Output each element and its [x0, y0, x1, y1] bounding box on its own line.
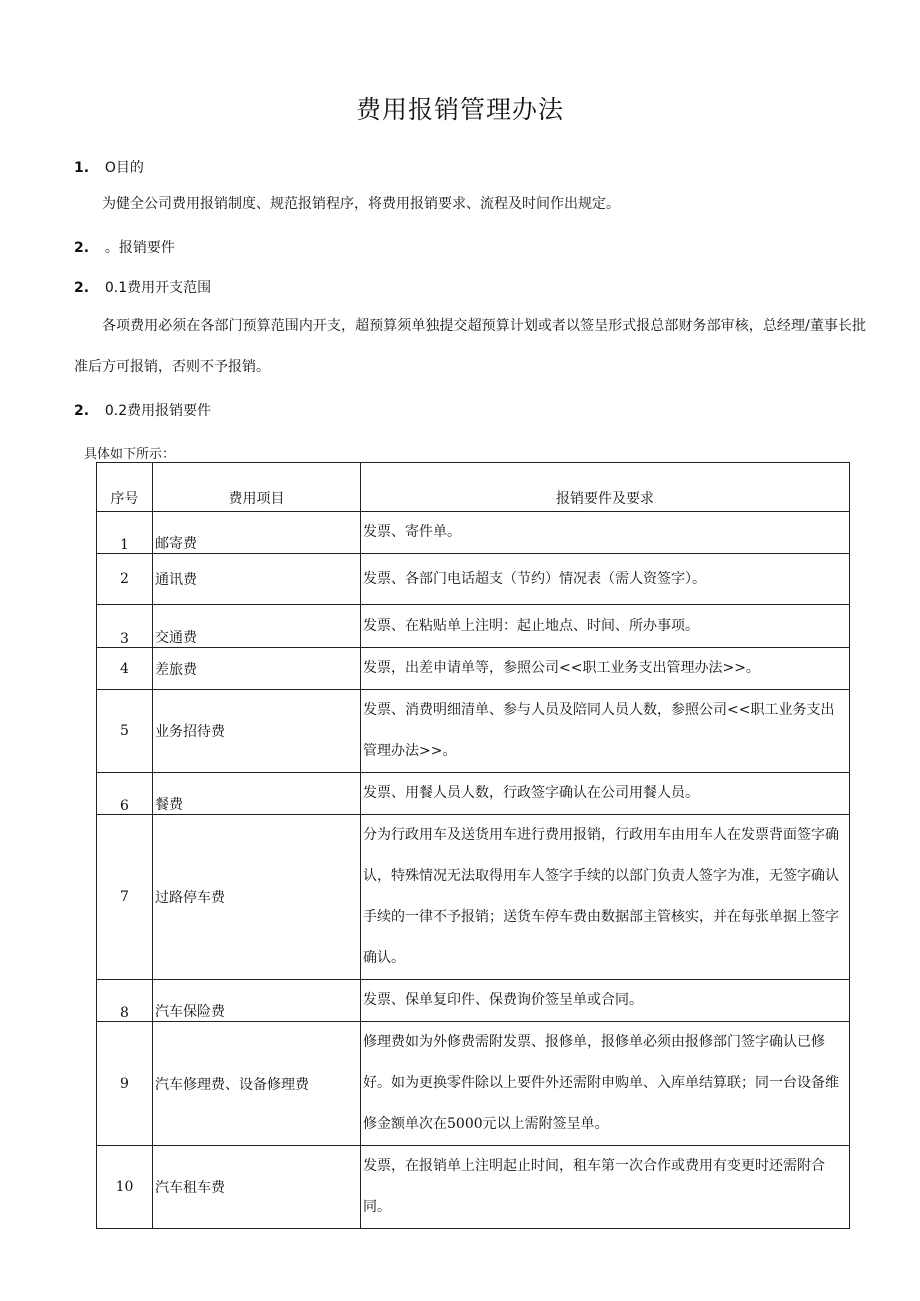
- row-index: 1: [97, 512, 153, 554]
- page-title: 费用报销管理办法: [355, 95, 564, 124]
- table-lead-text: 具体如下所示：: [84, 447, 176, 462]
- row-item: 业务招待费: [153, 690, 361, 773]
- table-row: [97, 773, 850, 815]
- table-row: [97, 512, 850, 554]
- header-item: 费用项目: [153, 463, 361, 512]
- table-row: [97, 815, 850, 980]
- row-requirements: 发票、寄件单。: [361, 512, 850, 554]
- section-heading-1: [74, 157, 144, 177]
- row-item: 交通费: [153, 605, 361, 648]
- table-header-row: [97, 463, 850, 512]
- section-heading-2-2: [74, 400, 211, 420]
- paragraph-scope: 各项费用必须在各部门预算范围内开支，超预算须单独提交超预算计划或者以签呈形式报总部财务部审核，总经理/董事长批准后方可报销，否则不予报销。: [74, 318, 866, 375]
- section-text: 。报销要件: [104, 240, 175, 256]
- row-index: 8: [97, 980, 153, 1022]
- row-item: 汽车租车费: [153, 1146, 361, 1229]
- section-text: 0.2费用报销要件: [104, 403, 212, 419]
- row-index: 4: [97, 648, 153, 690]
- row-requirements: 发票、保单复印件、保费询价签呈单或合同。: [361, 980, 850, 1022]
- row-requirements: 发票，出差申请单等，参照公司<<职工业务支出管理办法>>。: [361, 648, 850, 690]
- row-requirements: 发票，在报销单上注明起止时间，租车第一次合作或费用有变更时还需附合同。: [361, 1146, 850, 1229]
- table-row: [97, 554, 850, 605]
- reimbursement-table: [96, 462, 850, 1229]
- row-index: 10: [97, 1146, 153, 1229]
- section-heading-2: [74, 237, 175, 257]
- row-item: 差旅费: [153, 648, 361, 690]
- row-index: 2: [97, 554, 153, 605]
- header-index: 序号: [97, 463, 153, 512]
- section-number: 2.: [74, 240, 90, 256]
- row-requirements: 发票、在粘贴单上注明：起止地点、时间、所办事项。: [361, 605, 850, 648]
- table-row: [97, 690, 850, 773]
- table-row: [97, 1022, 850, 1146]
- row-requirements: 分为行政用车及送货用车进行费用报销，行政用车由用车人在发票背面签字确认，特殊情况无法取得用车人签字手续的以部门负责人签字为准，无签字确认手续的一律不予报销；送货车停车费由数据部主管核实，并在每张单据上签字确认。: [361, 815, 850, 980]
- section-number: 1.: [74, 160, 90, 176]
- row-index: 9: [97, 1022, 153, 1146]
- row-item: 汽车修理费、设备修理费: [153, 1022, 361, 1146]
- row-index: 7: [97, 815, 153, 980]
- section-heading-2-1: [74, 277, 211, 297]
- table-row: [97, 980, 850, 1022]
- row-index: 3: [97, 605, 153, 648]
- header-requirements: 报销要件及要求: [361, 463, 850, 512]
- row-item: 过路停车费: [153, 815, 361, 980]
- table-row: [97, 605, 850, 648]
- row-requirements: 修理费如为外修费需附发票、报修单，报修单必须由报修部门签字确认已修好。如为更换零件除以上要件外还需附申购单、入库单结算联；同一台设备维修金额单次在5000元以上需附签呈单。: [361, 1022, 850, 1146]
- row-item: 餐费: [153, 773, 361, 815]
- row-index: 5: [97, 690, 153, 773]
- section-number: 2.: [74, 280, 90, 296]
- section-text: O目的: [104, 160, 144, 176]
- table-row: [97, 648, 850, 690]
- row-item: 邮寄费: [153, 512, 361, 554]
- row-requirements: 发票、用餐人员人数，行政签字确认在公司用餐人员。: [361, 773, 850, 815]
- section-text: 0.1费用开支范围: [104, 280, 212, 296]
- row-requirements: 发票、各部门电话超支（节约）情况表（需人资签字）。: [361, 554, 850, 605]
- table-row: [97, 1146, 850, 1229]
- row-item: 通讯费: [153, 554, 361, 605]
- paragraph-purpose: 为健全公司费用报销制度、规范报销程序，将费用报销要求、流程及时间作出规定。: [102, 196, 620, 212]
- row-index: 6: [97, 773, 153, 815]
- row-item: 汽车保险费: [153, 980, 361, 1022]
- section-number: 2.: [74, 403, 90, 419]
- row-requirements: 发票、消费明细清单、参与人员及陪同人员人数，参照公司<<职工业务支出管理办法>>。: [361, 690, 850, 773]
